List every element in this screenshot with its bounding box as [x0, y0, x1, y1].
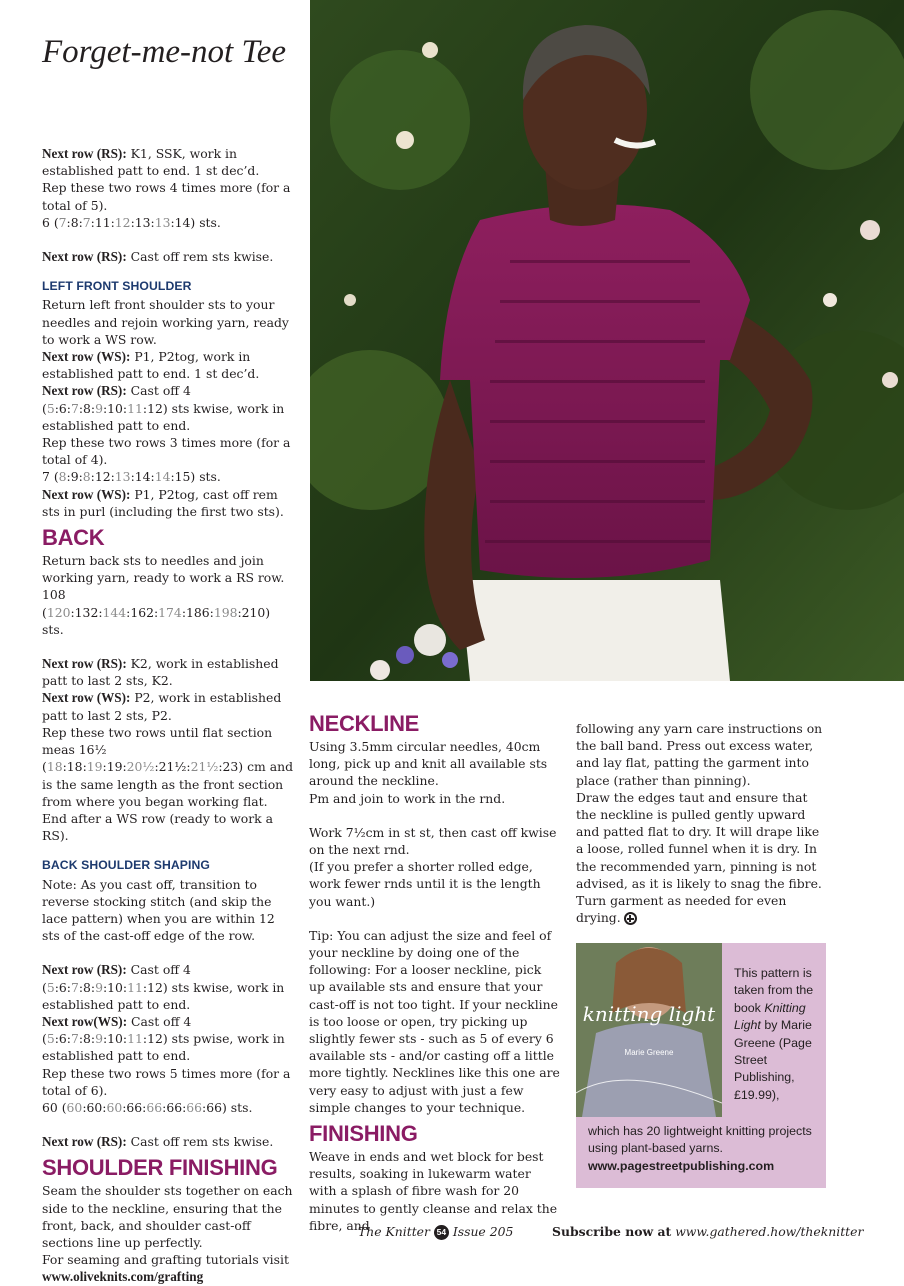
paragraph: Rep these two rows until flat section meas 16½ (18:18:19:19:20½:21½:21½:23) cm and is the same length as the front section from where you began working flat. End after a WS row (ready to work a RS). [42, 724, 293, 844]
stitch-count: 6 (7:8:7:11:12:13:13:14) sts. [42, 214, 221, 230]
paragraph: Next row (RS): K1, SSK, work in established patt to end. 1 st dec’d. [42, 146, 260, 179]
paragraph: Note: As you cast off, transition to reverse stocking stitch (and skip the lace pattern) when you are within 12 sts of the cast-off edge of the row. [42, 876, 275, 944]
model-photo-illustration [310, 0, 904, 681]
paragraph: following any yarn care instructions on the ball band. Press out excess water, and lay flat, patting the garment into place (rather than pinning). [576, 721, 823, 788]
paragraph: Work 7½cm in st st, then cast off kwise on the next rnd. [309, 824, 557, 858]
paragraph: Rep these two rows 5 times more (for a total of 6). [42, 1065, 291, 1098]
book-promo-box [576, 943, 826, 1188]
page-number: 54 [434, 1225, 449, 1240]
paragraph: Rep these two rows 4 times more (for a total of 5). [42, 180, 291, 213]
paragraph: Next row (RS): Cast off 4 (5:6:7:8:9:10:11:12) sts kwise, work in established patt to end. [42, 962, 285, 1012]
paragraph: Seam the shoulder sts together on each side to the neckline, ensuring that the front, back, and shoulder cast-off sections line up perfectly. [42, 1183, 293, 1250]
model-photo [310, 0, 904, 681]
paragraph: Next row(WS): Cast off 4 (5:6:7:8:9:10:11:12) sts pwise, work in established patt to end. [42, 1013, 285, 1064]
left-front-shoulder-heading: LEFT FRONT SHOULDER [42, 279, 192, 294]
back-shoulder-shaping-heading: BACK SHOULDER SHAPING [42, 858, 210, 873]
paragraph: (If you prefer a shorter rolled edge, work fewer rnds until it is the length you want.) [309, 859, 541, 909]
paragraph: Next row (RS): Cast off 4 (5:6:7:8:9:10:11:12) sts kwise, work in established patt to end. [42, 383, 285, 433]
paragraph: Draw the edges taut and ensure that the neckline is pulled gently upward and patted flat to dry. It will drape like a loose, rolled funnel when it is dry. In the recommended yarn, pinning is not advised, as it is likely to snag the fibre. Turn garment as needed for even drying. [576, 789, 822, 926]
paragraph: Rep these two rows 3 times more (for a total of 4). [42, 435, 291, 468]
subscribe-link[interactable]: www.gathered.how/theknitter [675, 1224, 864, 1239]
stitch-count: 108 (120:132:144:162:174:186:198:210) sts. [42, 587, 271, 637]
paragraph: Using 3.5mm circular needles, 40cm long, pick up and knit all available sts around the neckline. [309, 739, 548, 789]
paragraph: Next row (RS): Cast off rem sts kwise. [42, 249, 274, 265]
tip-paragraph: Tip: You can adjust the size and feel of your neckline by doing one of the following: For a looser neckline, pick up available sts and ensure that your cast-off is not too tight. If your neckline is too loose or open, try picking up slightly fewer sts - such as 5 of every 6 available sts - and/or casting off a little more tightly. Necklines like this one are very easy to adjust with just a few simple changes to your technique. [309, 927, 560, 1115]
paragraph: Weave in ends and wet block for best results, soaking in lukewarm water with a splash of fibre wash for 20 minutes to gently cleanse and relax the fibre, and [309, 1149, 558, 1233]
paragraph: Next row (WS): P1, P2tog, cast off rem sts in purl (including the first two sts). [42, 486, 284, 519]
footer-magazine: The Knitter 54 Issue 205 [358, 1224, 514, 1239]
back-heading: BACK [42, 525, 105, 551]
neckline-heading: NECKLINE [309, 711, 420, 736]
paragraph: Return back sts to needles and join working yarn, ready to work a RS row. [42, 553, 285, 586]
shoulder-finishing-heading: SHOULDER FINISHING [42, 1155, 278, 1181]
column-1 [42, 145, 294, 1286]
paragraph: Pm and join to work in the rnd. [309, 790, 506, 806]
book-cover-image [576, 943, 722, 1117]
paragraph: Next row (WS): P1, P2tog, work in established patt to end. 1 st dec’d. [42, 349, 260, 382]
book-cover-title: knitting light [582, 1002, 716, 1026]
book-cover-author: Marie Greene [624, 1048, 674, 1057]
column-3 [576, 720, 828, 926]
paragraph: Next row (RS): Cast off rem sts kwise. [42, 1134, 274, 1150]
book-cover [576, 943, 722, 1117]
end-of-pattern-icon [624, 912, 637, 925]
footer-subscribe: Subscribe now at www.gathered.how/theknitter [552, 1224, 864, 1239]
paragraph: For seaming and grafting tutorials visit [42, 1252, 289, 1268]
paragraph: Return left front shoulder sts to your needles and rejoin working yarn, ready to work a WS row. [42, 297, 289, 347]
paragraph: Next row (WS): P2, work in established patt to last 2 sts, P2. [42, 690, 282, 723]
grafting-link[interactable]: www.oliveknits.com/grafting [42, 1269, 204, 1285]
publisher-link[interactable]: www.pagestreetpublishing.com [588, 1158, 775, 1173]
finishing-heading: FINISHING [309, 1121, 418, 1147]
book-title: Knitting Light [734, 1000, 806, 1033]
stitch-count: 60 (60:60:60:66:66:66:66:66) sts. [42, 1099, 253, 1115]
promo-bottom-text: which has 20 lightweight knitting projects using plant-based yarns. www.pagestreetpublishing.com [588, 1124, 812, 1173]
stitch-count: 7 (8:9:8:12:13:14:14:15) sts. [42, 469, 221, 485]
page-title: Forget-me-not Tee [42, 34, 287, 70]
promo-text: This pattern is taken from the book Knitting Light by Marie Greene (Page Street Publishing, £19.99), [734, 966, 814, 1102]
column-2 [309, 712, 561, 1234]
paragraph: Next row (RS): K2, work in established patt to last 2 sts, K2. [42, 656, 279, 689]
